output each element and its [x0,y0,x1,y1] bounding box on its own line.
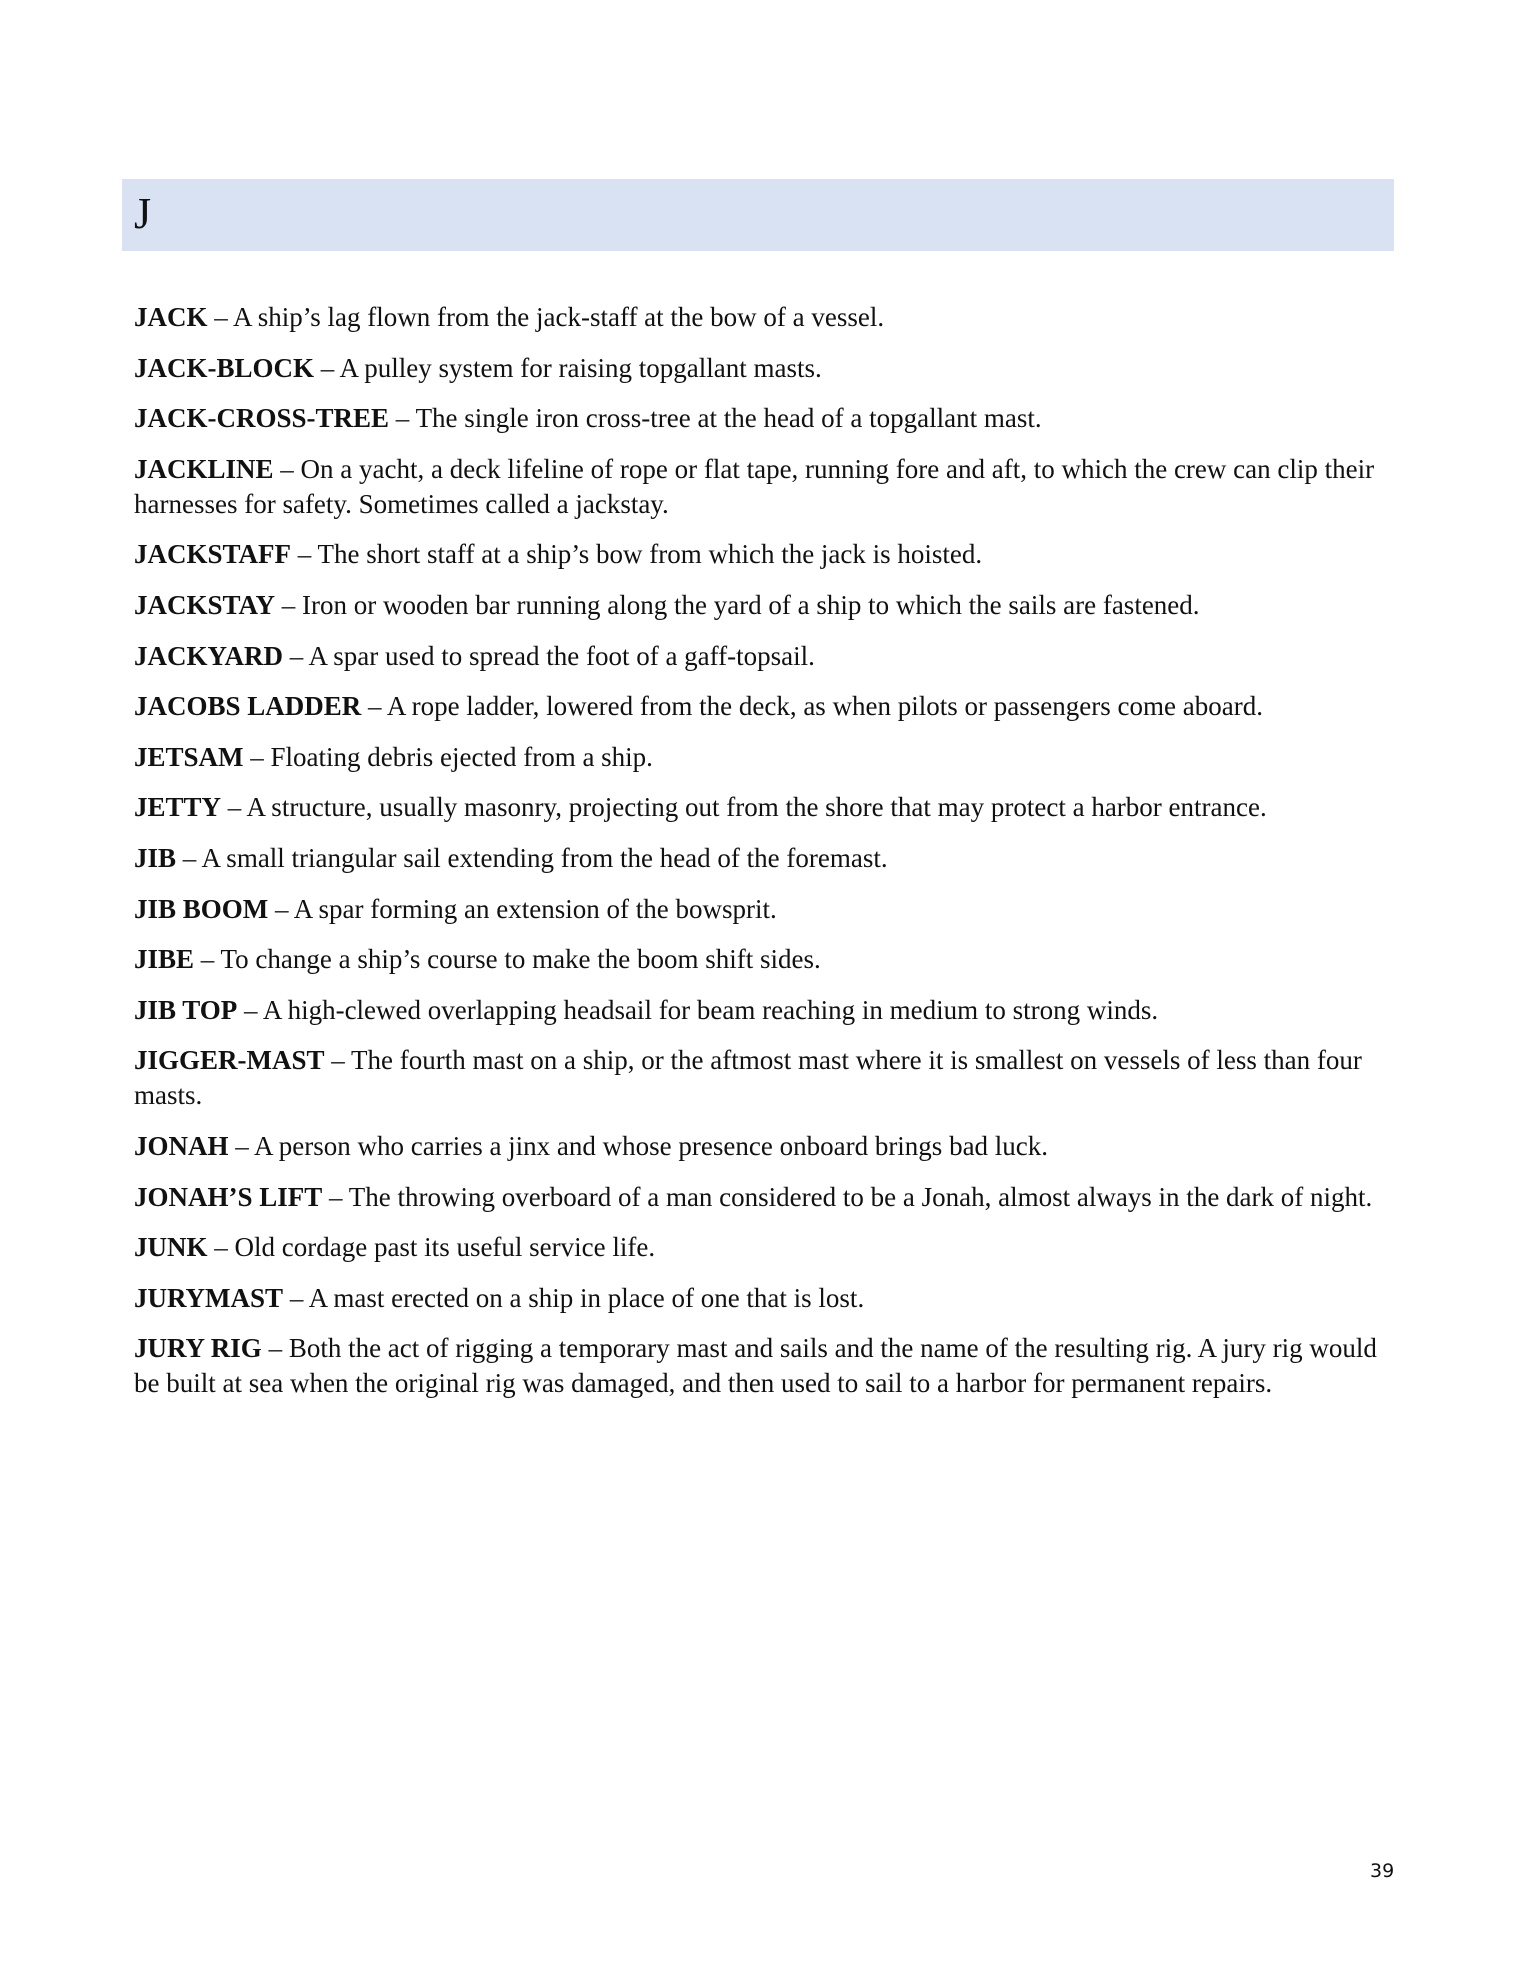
entry-definition: A small triangular sail extending from the head of the foremast. [201,842,888,873]
glossary-entry [134,689,1384,724]
entry-term: JURY RIG [134,1333,262,1364]
glossary-entry [134,588,1384,623]
entry-separator: – [221,792,247,823]
glossary-entry [134,1043,1384,1113]
glossary-entry [134,790,1384,825]
entry-separator: – [207,302,234,332]
entry-separator: – [275,589,303,620]
entry-definition: A rope ladder, lowered from the deck, as when pilots or passengers come aboard. [386,691,1263,722]
entry-definition: A mast erected on a ship in place of one that is lost. [308,1282,865,1313]
entry-definition: Floating debris ejected from a ship. [270,741,653,772]
entry-definition: To change a ship’s course to make the boom shift sides. [220,944,821,975]
entry-term: JIGGER-MAST [134,1045,325,1076]
glossary-entries [134,300,1384,1417]
glossary-entry [134,993,1384,1028]
glossary-entry [134,300,1384,335]
glossary-entry [134,1331,1384,1401]
section-header [122,179,1394,251]
glossary-entry [134,1230,1384,1265]
entry-definition: A pulley system for raising topgallant masts. [339,352,822,383]
entry-separator: – [243,741,271,772]
glossary-entry [134,351,1384,386]
entry-term: JIB [134,842,177,873]
entry-definition: Old cordage past its useful service life. [234,1232,656,1263]
entry-term: JACOBS LADDER [134,691,362,722]
glossary-entry [134,1180,1384,1215]
entry-separator: – [291,539,318,570]
entry-definition: A spar used to spread the foot of a gaff-topsail. [308,640,815,671]
entry-separator: – [361,691,387,722]
glossary-entry [134,1129,1384,1164]
entry-separator: – [207,1232,235,1263]
entry-term: JACK-CROSS-TREE [134,403,390,434]
glossary-entry [134,401,1384,436]
entry-definition: Both the act of rigging a temporary mast and sails and the name of the resulting rig. A jury rig would be built at sea when the original rig was damaged, and then used to sail to a harbor for permanent repairs. [134,1333,1377,1399]
entry-definition: The single iron cross-tree at the head of a topgallant mast. [415,403,1042,434]
entry-definition: On a yacht, a deck lifeline of rope or flat tape, running fore and aft, to which the crew can clip their harnesses for safety. Sometimes called a jackstay. [134,453,1375,519]
glossary-entry [134,639,1384,674]
glossary-entry [134,740,1384,775]
entry-definition: The fourth mast on a ship, or the aftmost mast where it is smallest on vessels of less than four masts. [134,1045,1362,1111]
entry-term: JONAH’S LIFT [134,1181,323,1212]
entry-separator: – [228,1130,255,1161]
entry-definition: A high-clewed overlapping headsail for beam reaching in medium to strong winds. [262,994,1159,1025]
entry-definition: Iron or wooden bar running along the yard of a ship to which the sails are fastened. [302,589,1200,620]
page-number: 39 [1370,1860,1395,1882]
entry-term: JACKYARD [134,640,284,671]
glossary-entry [134,537,1384,572]
entry-separator: – [237,994,263,1025]
entry-definition: A ship’s lag flown from the jack-staff at the bow of a vessel. [233,302,885,332]
entry-term: JUNK [134,1232,208,1263]
entry-term: JACKSTAY [134,589,276,620]
entry-term: JETSAM [134,741,244,772]
entry-separator: – [283,1282,309,1313]
entry-separator: – [194,944,221,975]
entry-term: JIB BOOM [134,893,269,924]
entry-term: JIB TOP [134,994,238,1025]
entry-separator: – [324,1045,352,1076]
entry-term: JETTY [134,792,222,823]
entry-separator: – [389,403,416,434]
entry-separator: – [176,842,202,873]
entry-term: JONAH [134,1130,229,1161]
entry-term: JURYMAST [134,1282,284,1313]
glossary-entry [134,942,1384,977]
entry-term: JACK-BLOCK [134,352,315,383]
entry-separator: – [268,893,294,924]
entry-separator: – [314,352,340,383]
section-letter: J [134,189,152,238]
glossary-entry [134,892,1384,927]
entry-definition: A structure, usually masonry, projecting out from the shore that may protect a harbor entrance. [246,792,1267,823]
entry-separator: – [283,640,309,671]
entry-separator: – [273,453,301,484]
entry-term: JIBE [134,944,195,975]
entry-separator: – [261,1333,289,1364]
entry-definition: A person who carries a jinx and whose presence onboard brings bad luck. [254,1130,1049,1161]
glossary-entry [134,452,1384,522]
entry-definition: The short staff at a ship’s bow from which the jack is hoisted. [317,539,983,570]
glossary-entry [134,841,1384,876]
entry-definition: The throwing overboard of a man considered to be a Jonah, almost always in the dark of night. [348,1181,1373,1212]
entry-term: JACKSTAFF [134,539,292,570]
entry-term: JACKLINE [134,453,274,484]
entry-definition: A spar forming an extension of the bowsprit. [293,893,777,924]
glossary-entry [134,1281,1384,1316]
entry-term: JACK [134,302,208,332]
entry-separator: – [322,1181,349,1212]
